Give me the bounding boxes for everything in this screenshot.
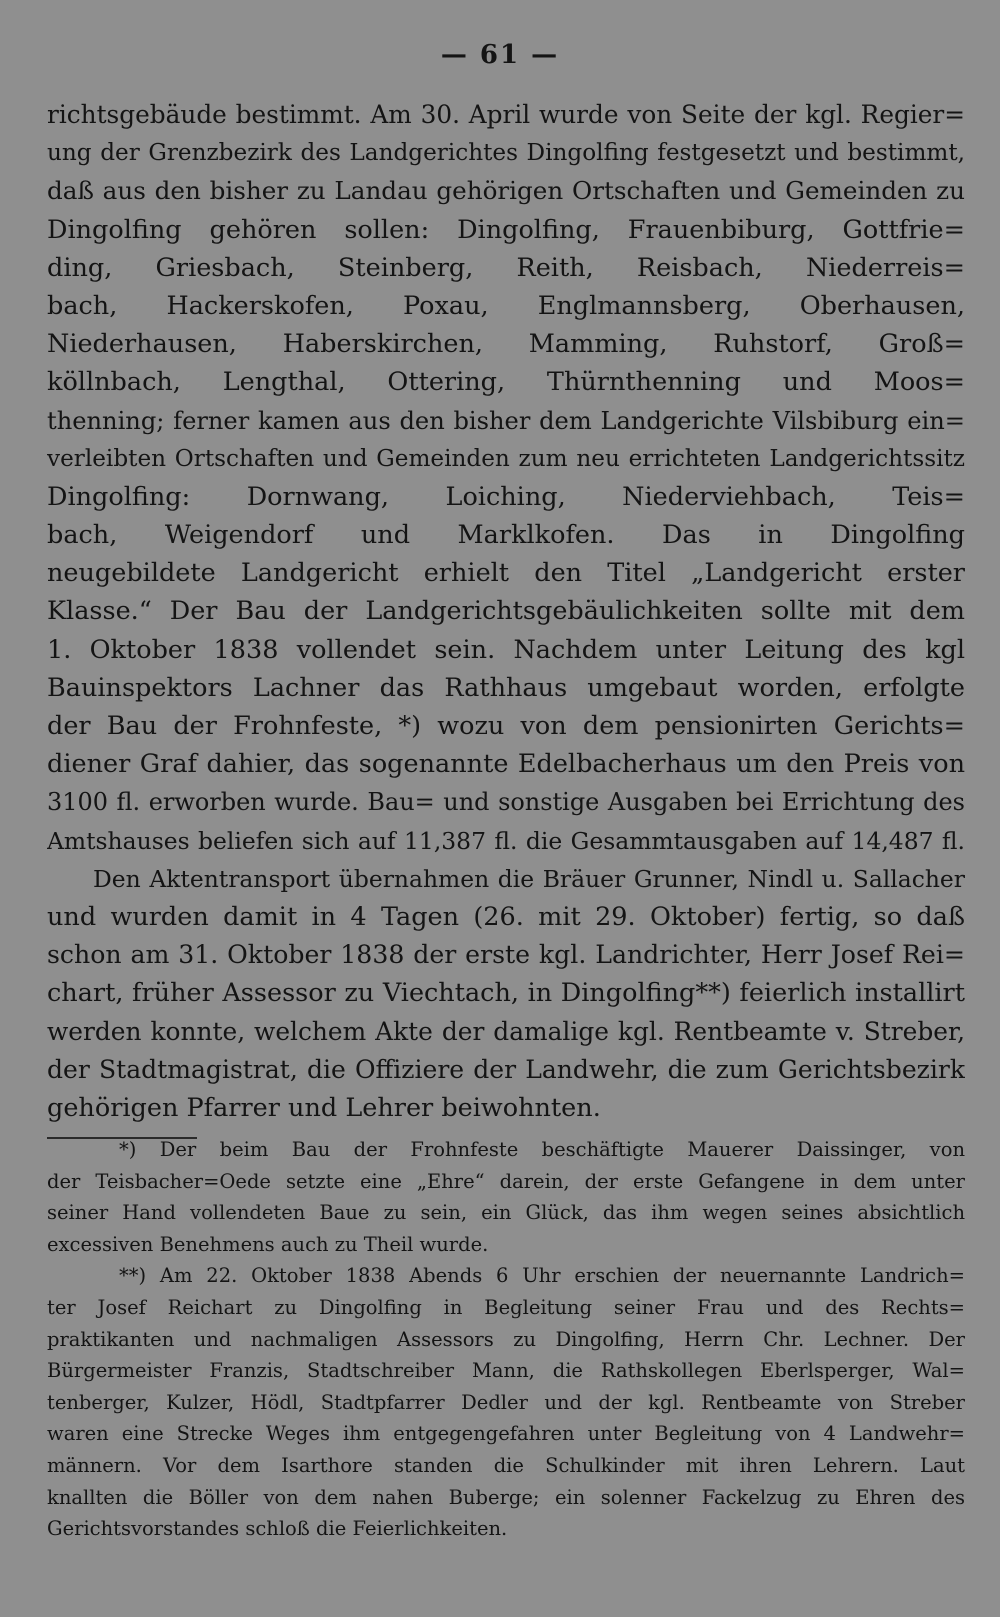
- text-line: chart, früher Assessor zu Viechtach, in Dingolfing**) feierlich installirt: [47, 978, 965, 1009]
- text-line: bach, Hackerskofen, Poxau, Englmannsberg, Oberhausen,: [47, 290, 965, 321]
- text-line: neugebildete Landgericht erhielt den Titel „Landgericht erster: [47, 558, 965, 589]
- footnote-line: Bürgermeister Franzis, Stadtschreiber Mann, die Rathskollegen Eberlsperger, Wal=: [47, 1359, 965, 1383]
- text-line: der Stadtmagistrat, die Offiziere der Landwehr, die zum Gerichtsbezirk: [47, 1054, 965, 1084]
- text-line: Niederhausen, Haberskirchen, Mamming, Ruhstorf, Groß=: [47, 329, 965, 360]
- footnote-line: männern. Vor dem Isarthore standen die Schulkinder mit ihren Lehrern. Laut: [47, 1453, 965, 1477]
- text-line: daß aus den bisher zu Landau gehörigen Ortschaften und Gemeinden zu: [47, 176, 965, 206]
- text-line: 1. Oktober 1838 vollendet sein. Nachdem unter Leitung des kgl: [47, 634, 965, 665]
- text-line: köllnbach, Lengthal, Ottering, Thürnthenning und Moos=: [47, 367, 965, 398]
- footnotes: [47, 1134, 965, 1545]
- footnote-line: Gerichtsvorstandes schloß die Feierlichkeiten.: [47, 1517, 508, 1541]
- page-number: — 61 —: [440, 40, 560, 70]
- text-line: ding, Griesbach, Steinberg, Reith, Reisbach, Niederreis=: [47, 252, 965, 283]
- text-line: verleibten Ortschaften und Gemeinden zum neu errichteten Landgerichtssitz: [47, 445, 965, 472]
- text-line: Den Aktentransport übernahmen die Bräuer Grunner, Nindl u. Sallacher: [93, 864, 965, 893]
- text-line: 3100 fl. erworben wurde. Bau= und sonstige Ausgaben bei Errichtung des: [47, 788, 965, 817]
- text-line: schon am 31. Oktober 1838 der erste kgl. Landrichter, Herr Josef Rei=: [47, 940, 965, 970]
- footnote-line: excessiven Benehmens auch zu Theil wurde.: [47, 1232, 489, 1256]
- footnote-line: tenberger, Kulzer, Hödl, Stadtpfarrer Dedler und der kgl. Rentbeamte von Streber: [47, 1390, 965, 1414]
- footnote-line: ter Josef Reichart zu Dingolfing in Begleitung seiner Frau und des Rechts=: [47, 1295, 965, 1319]
- text-line: der Bau der Frohnfeste, *) wozu von dem pensionirten Gerichts=: [47, 711, 965, 741]
- footnote-line: knallten die Böller von dem nahen Buberge; ein solenner Fackelzug zu Ehren des: [47, 1485, 965, 1509]
- text-line: Dingolfing: Dornwang, Loiching, Niederviehbach, Teis=: [47, 481, 965, 512]
- text-line: Dingolfing gehören sollen: Dingolfing, Frauenbiburg, Gottfrie=: [47, 214, 965, 245]
- footnote-line: seiner Hand vollendeten Baue zu sein, ein Glück, das ihm wegen seines absichtlich: [47, 1201, 965, 1225]
- footnote-line: waren eine Strecke Weges ihm entgegengefahren unter Begleitung von 4 Landwehr=: [47, 1422, 965, 1446]
- footnote-line: **) Am 22. Oktober 1838 Abends 6 Uhr erschien der neuernannte Landrich=: [119, 1264, 965, 1288]
- footnote-line: praktikanten und nachmaligen Assessors zu Dingolfing, Herrn Chr. Lechner. Der: [47, 1327, 965, 1351]
- text-line: und wurden damit in 4 Tagen (26. mit 29. Oktober) fertig, so daß: [47, 901, 965, 932]
- text-line: werden konnte, welchem Akte der damalige kgl. Rentbeamte v. Streber,: [47, 1016, 965, 1046]
- text-line: Klasse.“ Der Bau der Landgerichtsgebäulichkeiten sollte mit dem: [47, 596, 965, 627]
- text-line: Amtshauses beliefen sich auf 11,387 fl. die Gesammtausgaben auf 14,487 fl.: [47, 826, 965, 855]
- text-line: gehörigen Pfarrer und Lehrer beiwohnten.: [47, 1092, 601, 1123]
- text-line: diener Graf dahier, das sogenannte Edelbacherhaus um den Preis von: [47, 749, 965, 780]
- footnote-line: *) Der beim Bau der Frohnfeste beschäftigte Mauerer Daissinger, von: [119, 1138, 965, 1161]
- footnote-line: der Teisbacher=Oede setzte eine „Ehre“ darein, der erste Gefangene in dem unter: [47, 1169, 965, 1193]
- text-line: Bauinspektors Lachner das Rathhaus umgebaut worden, erfolgte: [47, 672, 965, 703]
- text-line: ung der Grenzbezirk des Landgerichtes Dingolfing festgesetzt und bestimmt,: [47, 140, 965, 167]
- text-line: bach, Weigendorf und Marklkofen. Das in Dingolfing: [47, 520, 965, 551]
- text-line: thenning; ferner kamen aus den bisher dem Landgerichte Vilsbiburg ein=: [47, 406, 965, 435]
- main-text: [47, 96, 965, 1127]
- text-line: richtsgebäude bestimmt. Am 30. April wurde von Seite der kgl. Regier=: [47, 100, 965, 129]
